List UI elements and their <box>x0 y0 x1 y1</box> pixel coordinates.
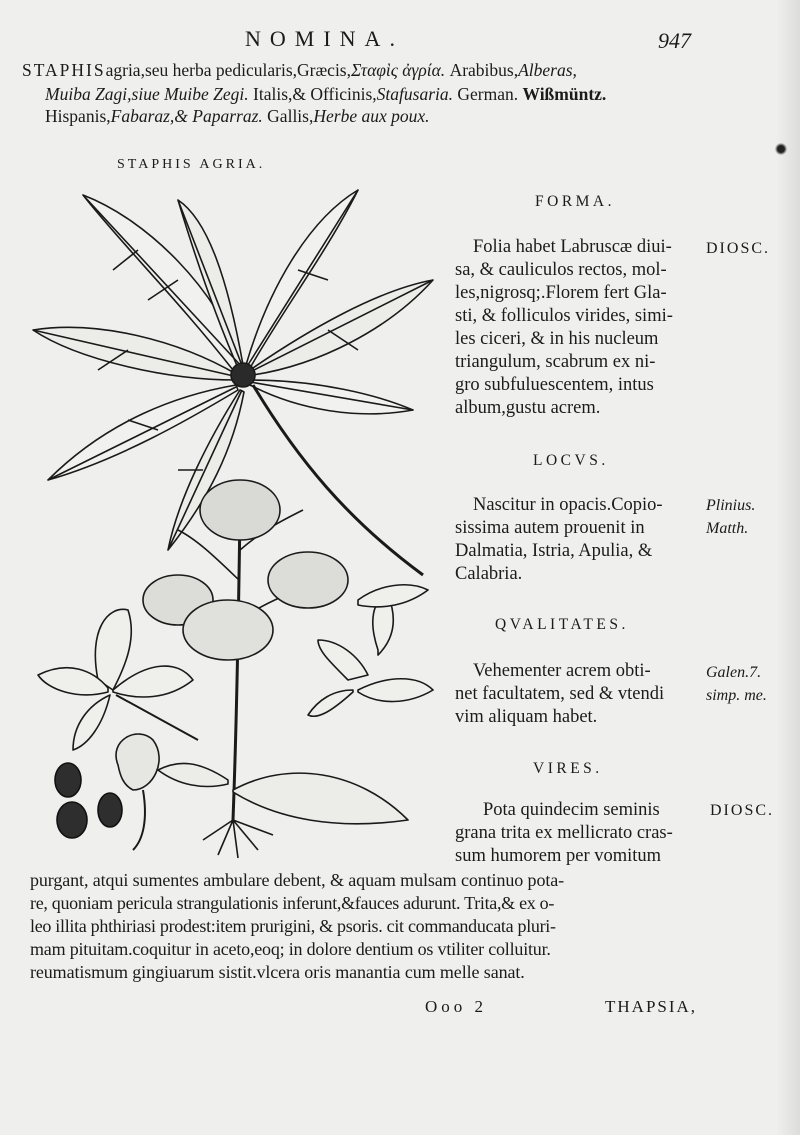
forma-line: triangulum, scabrum ex ni- <box>455 352 656 372</box>
names-tail: Arabibus, <box>449 60 519 80</box>
flower-left <box>38 609 198 750</box>
names-greek: Σταφὶς ἀγρία. <box>351 60 446 80</box>
names-italian: Italis,& Officinis, <box>253 84 377 104</box>
text-line: leo illita phthiriasi prodest:item prurigini, & psoris. cit commanducata pluri- <box>30 916 556 936</box>
qualitates-line: net facultatem, sed & vtendi <box>455 684 665 704</box>
locus-line: sissima autem prouenit in <box>455 518 645 538</box>
forma-line: gro subfuluescentem, intus <box>455 375 654 395</box>
page-edge-shadow <box>776 0 800 1135</box>
names-spanish-label: Hispanis, <box>45 106 111 126</box>
locus-line: Nascitur in opacis.Copio- <box>473 495 663 515</box>
forma-line: les ciceri, & in his nucleum <box>455 329 659 349</box>
forma-line: album,gustu acrem. <box>455 398 601 418</box>
names-line-3 <box>45 108 430 126</box>
names-rest: agria,seu herba pedicularis,Græcis, <box>105 60 351 80</box>
names-line-1 <box>22 62 577 80</box>
seed-pod <box>116 734 159 790</box>
forma-text <box>455 236 673 420</box>
marginal-simp: simp. me. <box>706 687 767 704</box>
text-line: purgant, atqui sumentes ambulare debent, & aquam mulsam continuo pota- <box>30 870 565 890</box>
signature-mark: Ooo 2 <box>425 997 488 1016</box>
forma-line: les,nigrosq;.Florem fert Gla- <box>455 283 667 303</box>
names-french: Herbe aux poux. <box>313 106 430 126</box>
vires-line: sum humorem per vomitum <box>455 846 662 866</box>
names-german-blackletter: Wißmüntz. <box>522 84 607 104</box>
plant-title: STAPHIS AGRIA. <box>117 157 266 172</box>
forma-line: sa, & cauliculos rectos, mol- <box>455 260 667 280</box>
locus-line: Calabria. <box>455 564 523 584</box>
forma-line: sti, & folliculos virides, simi- <box>455 306 673 326</box>
names-officinal: Stafusaria. <box>376 84 454 104</box>
marginal-matth: Matth. <box>706 520 749 537</box>
ink-spot <box>775 143 787 155</box>
names-spanish: Fabaraz,& Paparraz. <box>110 106 263 126</box>
running-title: NOMINA. <box>245 26 404 51</box>
heading-forma: FORMA. <box>535 193 616 210</box>
vires-line: grana trita ex mellicrato cras- <box>455 823 673 843</box>
qualitates-text <box>455 660 664 729</box>
marginal-forma: DIOSC. <box>706 240 771 257</box>
heading-locus: LOCVS. <box>533 452 609 469</box>
heading-qualitates: QVALITATES. <box>495 616 629 633</box>
locus-line: Dalmatia, Istria, Apulia, & <box>455 541 653 561</box>
names-german-label: German. <box>457 84 519 104</box>
text-line: reumatismum gingiuarum sistit.vlcera oris manantia cum melle sanat. <box>30 962 525 982</box>
seeds <box>55 763 122 838</box>
qualitates-line: vim aliquam habet. <box>455 707 598 727</box>
text-line: re, quoniam pericula strangulationis inferunt,&fauces adurunt. Trita,& ex o- <box>30 893 555 913</box>
names-line-2 <box>45 86 606 104</box>
names-arabic: Muiba Zagi,siue Muibe Zegi. <box>45 84 249 104</box>
forma-line: Folia habet Labruscæ diui- <box>473 237 672 257</box>
marginal-galen: Galen.7. <box>706 664 762 681</box>
names-lead: STAPHIS <box>22 60 106 80</box>
marginal-vires: DIOSC. <box>710 802 775 819</box>
leaf-stalk <box>253 385 423 575</box>
woodcut-illustration <box>28 180 438 860</box>
names-tail-italic: Alberas, <box>518 60 577 80</box>
roots <box>203 820 273 858</box>
basal-leaf <box>233 773 408 824</box>
vires-text <box>455 799 673 868</box>
qualitates-line: Vehementer acrem obti- <box>473 661 651 681</box>
names-french-label: Gallis, <box>267 106 314 126</box>
text-line: mam pituitam.coquitur in aceto,eoq; in dolore dentium os vtiliter colluitur. <box>30 939 551 959</box>
vires-line: Pota quindecim seminis <box>483 800 660 820</box>
locus-text <box>455 494 663 586</box>
heading-vires: VIRES. <box>533 760 603 777</box>
page-number: 947 <box>658 28 691 53</box>
catchword: THAPSIA, <box>605 997 698 1016</box>
marginal-plinius: Plinius. <box>706 497 756 514</box>
